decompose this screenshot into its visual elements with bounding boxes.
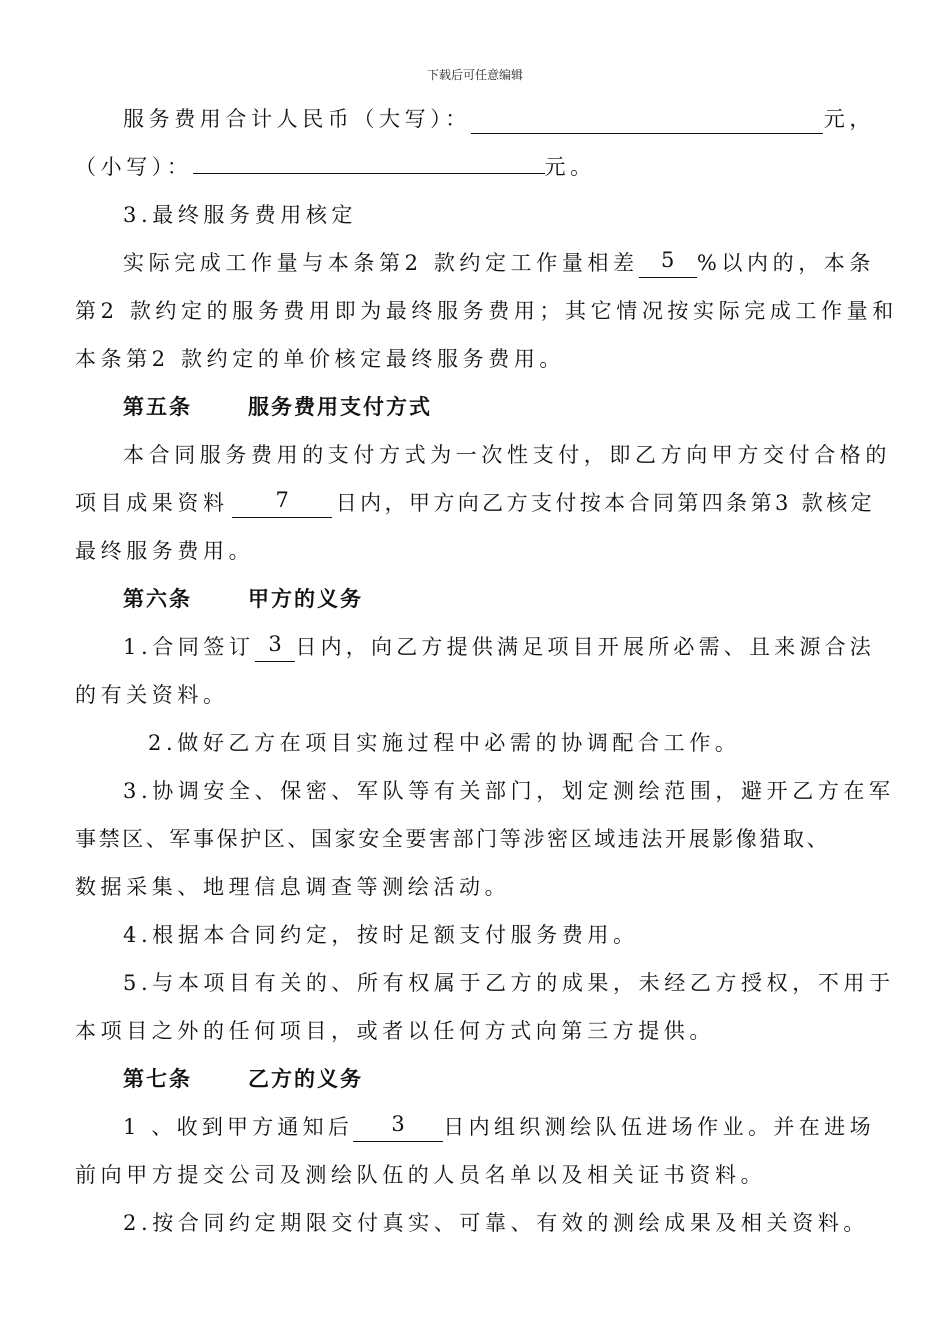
paragraph-line: 4.根据本合同约定，按时足额支付服务费用。: [123, 923, 639, 947]
paragraph-line: 事禁区、军事保护区、国家安全要害部门等涉密区域违法开展影像猎取、: [75, 827, 831, 851]
fill-blank-percent[interactable]: 5: [639, 248, 697, 278]
paragraph-line: 本合同服务费用的支付方式为一次性支付，即乙方向甲方交付合格的: [123, 443, 891, 467]
article-heading-6: [123, 584, 875, 614]
paragraph-line: 3.协调安全、保密、军队等有关部门，划定测绘范围，避开乙方在军: [123, 779, 895, 803]
team-entry-line: [123, 1112, 875, 1142]
line-text: 日内，甲方向乙方支付按本合同第四条第3 款核定: [335, 491, 875, 515]
page-header: 下载后可任意编辑: [426, 68, 523, 82]
paragraph-line: 2.做好乙方在项目实施过程中必需的协调配合工作。: [148, 731, 741, 755]
paragraph-line: 第2 款约定的服务费用即为最终服务费用；其它情况按实际完成工作量和: [75, 299, 898, 323]
provide-materials-line: [123, 632, 875, 662]
line-text: 1 、收到甲方通知后: [123, 1115, 354, 1139]
line-text: 服务费用合计人民币（大写）：: [123, 107, 471, 131]
fill-blank-sign-days[interactable]: 3: [255, 632, 296, 662]
line-text: 日内组织测绘队伍进场作业。并在进场: [443, 1115, 875, 1139]
article-heading-5: [123, 392, 875, 422]
line-text: 元，: [823, 107, 875, 131]
fill-blank-uppercase[interactable]: [471, 104, 823, 134]
line-text: 元。: [544, 155, 596, 179]
paragraph-line: 5.与本项目有关的、所有权属于乙方的成果，未经乙方授权，不用于: [123, 971, 895, 995]
paragraph-line: 本条第2 款约定的单价核定最终服务费用。: [75, 347, 566, 371]
total-fee-uppercase-line: [123, 104, 875, 134]
fill-blank-lowercase[interactable]: [193, 173, 545, 174]
paragraph-line: 数据采集、地理信息调查等测绘活动。: [75, 875, 511, 899]
line-text: %以内的，本条: [696, 251, 875, 275]
paragraph-line: 的有关资料。: [75, 683, 229, 707]
paragraph-line: 2.按合同约定期限交付真实、可靠、有效的测绘成果及相关资料。: [123, 1211, 870, 1235]
line-text: 实际完成工作量与本条第2 款约定工作量相差: [123, 251, 639, 275]
clause-heading: 3.最终服务费用核定: [123, 203, 358, 227]
article-number: 第七条: [123, 1067, 192, 1091]
article-number: 第六条: [123, 587, 192, 611]
paragraph-line: 最终服务费用。: [75, 539, 255, 563]
article-number: 第五条: [123, 395, 192, 419]
payment-days-line: [75, 488, 875, 518]
line-text: （小写）：: [75, 155, 193, 179]
article-title: 服务费用支付方式: [248, 395, 432, 419]
article-heading-7: [123, 1064, 875, 1094]
line-text: 1.合同签订: [123, 635, 255, 659]
line-text: 日内，向乙方提供满足项目开展所必需、且来源合法: [295, 635, 875, 659]
total-fee-lowercase-line: [75, 152, 875, 182]
fill-blank-payment-days[interactable]: 7: [232, 488, 332, 518]
fill-blank-entry-days[interactable]: 3: [353, 1112, 443, 1142]
line-text: 项目成果资料: [75, 491, 229, 515]
paragraph-line: 本项目之外的任何项目，或者以任何方式向第三方提供。: [75, 1019, 715, 1043]
article-title: 甲方的义务: [248, 587, 363, 611]
workload-diff-line: [123, 248, 875, 278]
paragraph-line: 前向甲方提交公司及测绘队伍的人员名单以及相关证书资料。: [75, 1163, 767, 1187]
article-title: 乙方的义务: [248, 1067, 363, 1091]
